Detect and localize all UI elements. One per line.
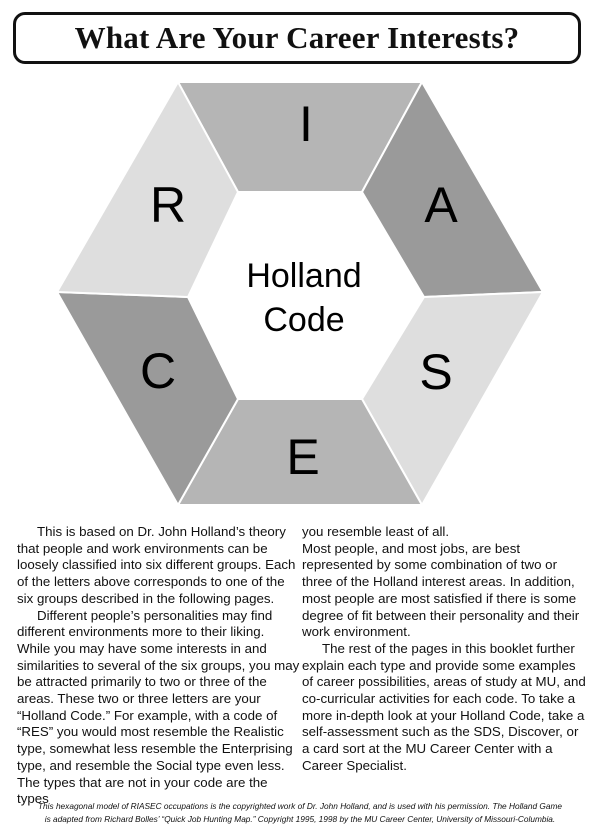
- body-left-column: [17, 524, 301, 808]
- footer-line-1: This hexagonal model of RIASEC occupations is the copyrighted work of Dr. John Holland, and is used with his permission. The Holland Game: [37, 801, 563, 811]
- paragraph-combination: Most people, and most jobs, are best represented by some combination of two or three of the Holland interest areas. In addition, most people are most satisfied if there is some degree of fit between their personality and their work environment.: [302, 540, 580, 640]
- letter-a: A: [424, 177, 458, 233]
- body-right-column: [302, 524, 588, 775]
- paragraph-personalities: Different people’s personalities may find different environments more to their liking. While you may have some interests in and similarities to several of the six groups, you may be attracted primarily to two or three of the areas. These two or three letters are your “Holland Code.” For example, with a code of “RES” you would most resemble the Realistic type, somewhat less resemble the Enterprising type, and resemble the Social type even less. The types that are not in your code are the types: [17, 607, 300, 807]
- letter-i: I: [299, 96, 313, 152]
- letter-c: C: [139, 343, 177, 399]
- letter-r: R: [149, 177, 187, 233]
- paragraph-theory: This is based on Dr. John Holland’s theory that people and work environments can be loosely classified into six different groups. Each of the letters above corresponds to one of the six groups described in the following pages.: [17, 524, 296, 606]
- copyright-footer: [14, 800, 586, 825]
- letter-e: E: [286, 429, 320, 485]
- letter-s: S: [419, 344, 453, 400]
- center-label-line1: Holland: [246, 257, 362, 295]
- paragraph-booklet: The rest of the pages in this booklet further explain each type and provide some examples of career possibilities, areas of study at MU, and co-curricular activities for each code. To take a more in-depth look at your Holland Code, take a self-assessment such as the SDS, Discover, or a card sort at the MU Career Center with a Career Specialist.: [302, 640, 586, 773]
- footer-line-2: is adapted from Richard Bolles’ “Quick Job Hunting Map.” Copyright 1995, 1998 by the MU Career Center, University of Missouri-Columbia.: [44, 813, 556, 824]
- center-label-line2: Code: [263, 301, 345, 339]
- page-title: What Are Your Career Interests?: [74, 20, 520, 55]
- paragraph-continuation: you resemble least of all.: [302, 524, 450, 539]
